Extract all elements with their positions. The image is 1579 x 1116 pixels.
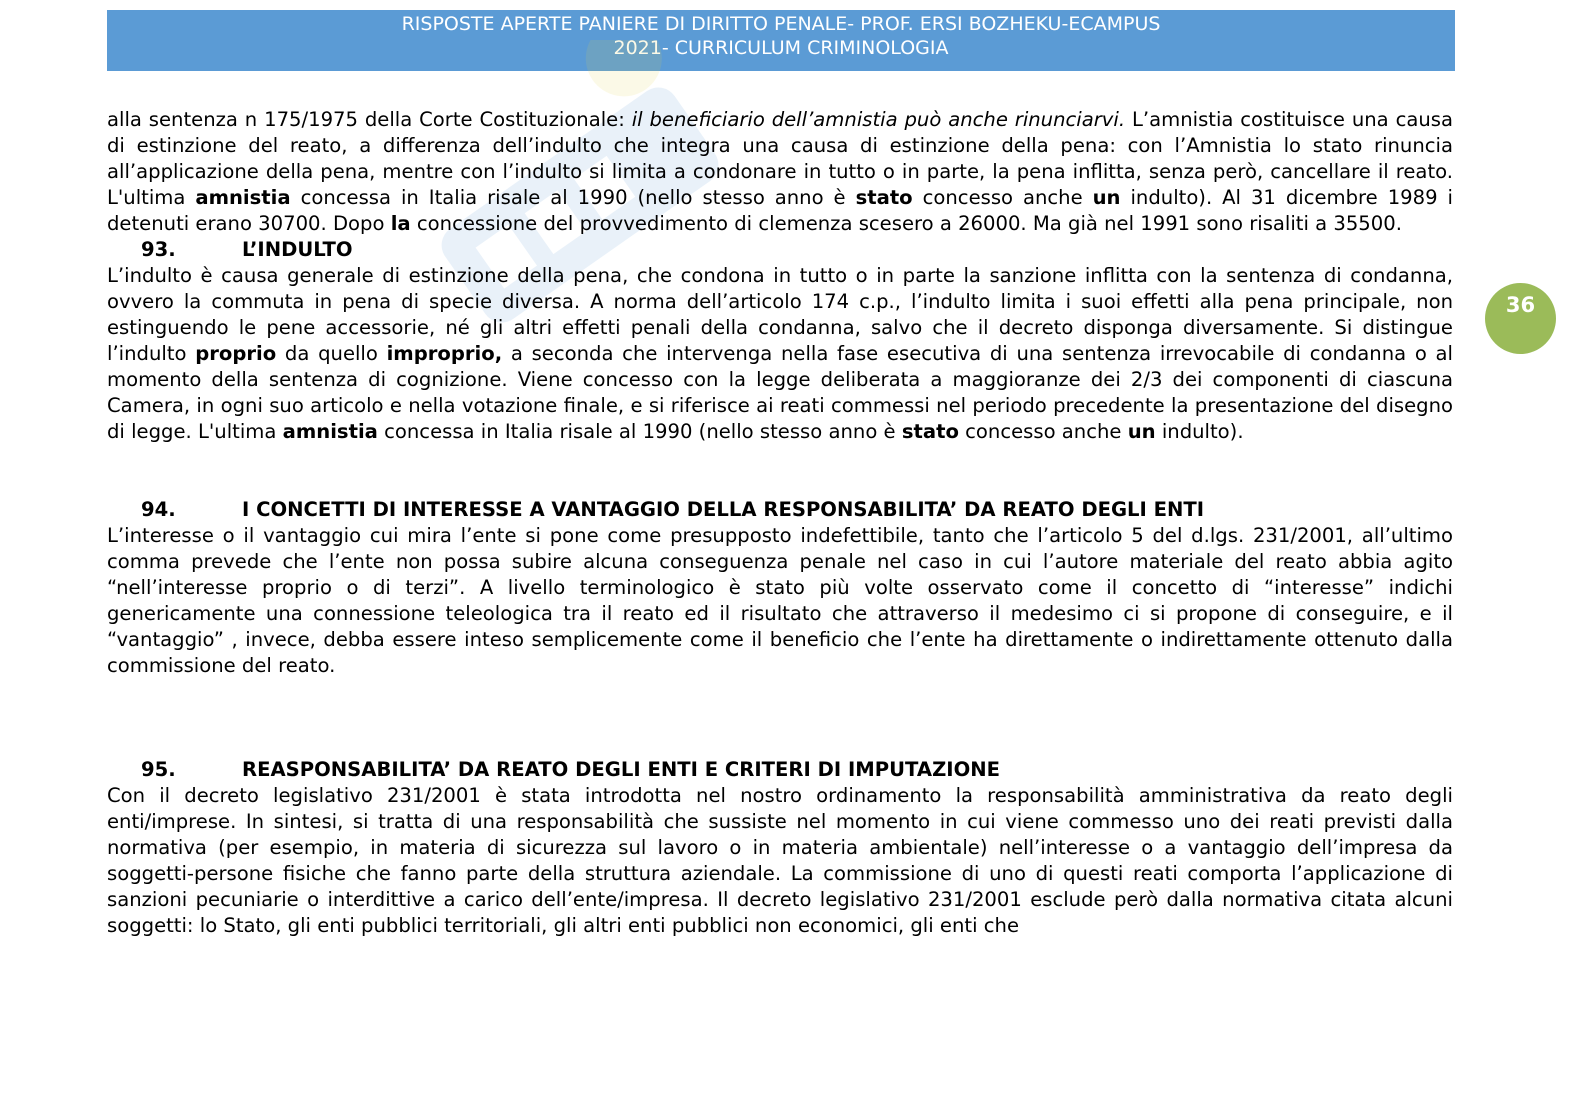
section-heading-93: 93. L’INDULTO	[141, 238, 353, 261]
section-94-paragraph: L’interesse o il vantaggio cui mira l’ente si pone come presupposto indefettibile, tanto che l’articolo 5 del d.lgs. 231/2001, all’ultimo comma prevede che l’ente non possa subire alcuna conseguenza penale nel caso in cui l’autore materiale del reato abbia agito “nell’interesse proprio o di terzi”. A livello terminologico è stato più volte osservato come il concetto di “interesse” indichi genericamente una connessione teleologica tra il reato ed il risultato che attraverso il medesimo ci si propone di conseguire, e il “vantaggio” , invece, debba essere inteso semplicemente come il beneficio che l’ente ha direttamente o indirettamente ottenuto dalla commissione del reato.	[107, 524, 1453, 677]
document-body	[107, 107, 1453, 939]
section-93-paragraph: L’indulto è causa generale di estinzione della pena, che condona in tutto o in parte la sanzione inflitta con la sentenza di condanna, ovvero la commuta in pena di specie diversa. A norma dell’articolo 174 c.p., l’indulto limita i suoi effetti alla pena principale, non estinguendo le pene accessorie, né gli altri effetti penali della condanna, salvo che il decreto disponga diversamente. Si distingue l’indulto proprio da quello improprio, a seconda che intervenga nella fase esecutiva di una sentenza irrevocabile di condanna o al momento della sentenza di cognizione. Viene concesso con la legge deliberata a maggioranze dei 2/3 dei componenti di ciascuna Camera, in ogni suo articolo e nella votazione finale, e si riferisce ai reati commessi nel periodo precedente la presentazione del disegno di legge. L'ultima amnistia concessa in Italia risale al 1990 (nello stesso anno è stato concesso anche un indulto).	[107, 264, 1453, 443]
header-line-1: RISPOSTE APERTE PANIERE DI DIRITTO PENALE- PROF. ERSI BOZHEKU-ECAMPUS	[401, 13, 1161, 35]
document-header	[107, 10, 1455, 71]
page-number-badge: 36	[1485, 283, 1556, 354]
section-heading-94: 94. I CONCETTI DI INTERESSE A VANTAGGIO DELLA RESPONSABILITA’ DA REATO DEGLI ENTI	[141, 498, 1205, 521]
intro-paragraph: alla sentenza n 175/1975 della Corte Costituzionale: il beneficiario dell’amnistia può anche rinunciarvi. L’amnistia costituisce una causa di estinzione del reato, a differenza dell’indulto che integra una causa di estinzione della pena: con l’Amnistia lo stato rinuncia all’applicazione della pena, mentre con l’indulto si limita a condonare in tutto o in parte, la pena inflitta, senza però, cancellare il reato. L'ultima amnistia concessa in Italia risale al 1990 (nello stesso anno è stato concesso anche un indulto). Al 31 dicembre 1989 i detenuti erano 30700. Dopo la concessione del provvedimento di clemenza scesero a 26000. Ma già nel 1991 sono risaliti a 35500.	[107, 108, 1453, 235]
section-95-paragraph: Con il decreto legislativo 231/2001 è stata introdotta nel nostro ordinamento la responsabilità amministrativa da reato degli enti/imprese. In sintesi, si tratta di una responsabilità che sussiste nel momento in cui viene commesso uno dei reati previsti dalla normativa (per esempio, in materia di sicurezza sul lavoro o in materia ambientale) nell’interesse o a vantaggio dell’impresa da soggetti-persone fisiche che fanno parte della struttura aziendale. La commissione di uno di questi reati comporta l’applicazione di sanzioni pecuniarie o interdittive a carico dell’ente/impresa. Il decreto legislativo 231/2001 esclude però dalla normativa citata alcuni soggetti: lo Stato, gli enti pubblici territoriali, gli altri enti pubblici non economici, gli enti che	[107, 784, 1453, 937]
header-line-2: 2021- CURRICULUM CRIMINOLOGIA	[613, 37, 949, 59]
section-heading-95: 95. REASPONSABILITA’ DA REATO DEGLI ENTI E CRITERI DI IMPUTAZIONE	[141, 758, 1001, 781]
